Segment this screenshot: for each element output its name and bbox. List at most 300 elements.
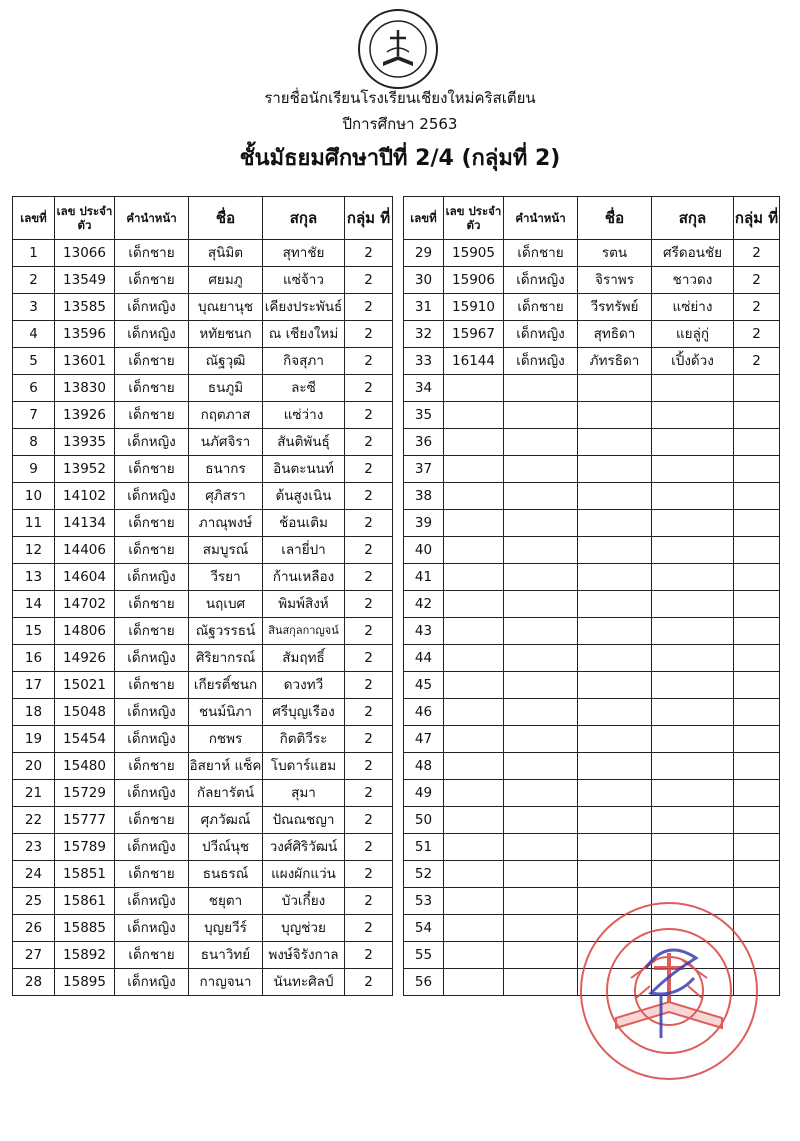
cell-prefix: [504, 402, 578, 429]
cell-id: 14702: [55, 591, 115, 618]
cell-no: 29: [404, 240, 444, 267]
cell-surname: แซ่ย่าง: [652, 294, 734, 321]
cell-id: [444, 645, 504, 672]
cell-prefix: [504, 618, 578, 645]
cell-id: [444, 780, 504, 807]
cell-prefix: [504, 456, 578, 483]
table-row: [404, 537, 780, 564]
cell-prefix: เด็กชาย: [115, 240, 189, 267]
cell-no: 26: [13, 915, 55, 942]
cell-name: ชนม์นิภา: [189, 699, 263, 726]
school-logo-icon: [357, 8, 439, 90]
cell-group: 2: [345, 510, 393, 537]
table-row: [13, 753, 393, 780]
col-group-header: กลุ่ม ที่: [345, 197, 393, 240]
cell-surname: ต้นสูงเนิน: [263, 483, 345, 510]
cell-surname: กิจสุภา: [263, 348, 345, 375]
table-row: [13, 483, 393, 510]
roster-table-right: [403, 196, 780, 996]
table-row: [13, 834, 393, 861]
cell-group: [734, 591, 780, 618]
cell-no: 34: [404, 375, 444, 402]
cell-name: [578, 645, 652, 672]
cell-no: 48: [404, 753, 444, 780]
table-row: [404, 321, 780, 348]
cell-prefix: เด็กชาย: [504, 294, 578, 321]
cell-group: 2: [345, 591, 393, 618]
cell-surname: ก้านเหลือง: [263, 564, 345, 591]
cell-group: 2: [345, 537, 393, 564]
cell-surname: พิมพ์สิงห์: [263, 591, 345, 618]
cell-name: [578, 456, 652, 483]
cell-id: 15895: [55, 969, 115, 996]
cell-no: 22: [13, 807, 55, 834]
cell-group: 2: [345, 483, 393, 510]
cell-no: 46: [404, 699, 444, 726]
cell-id: 15777: [55, 807, 115, 834]
cell-surname: [652, 618, 734, 645]
cell-surname: วงศ์ศิริวัฒน์: [263, 834, 345, 861]
table-row: [404, 402, 780, 429]
cell-name: ปวีณ์นุช: [189, 834, 263, 861]
cell-name: อิสยาห์ แซ็ค: [189, 753, 263, 780]
cell-prefix: เด็กชาย: [115, 591, 189, 618]
cell-prefix: เด็กหญิง: [115, 969, 189, 996]
col-surname-header: สกุล: [652, 197, 734, 240]
cell-no: 41: [404, 564, 444, 591]
cell-prefix: เด็กชาย: [115, 618, 189, 645]
cell-no: 47: [404, 726, 444, 753]
cell-name: ชยุตา: [189, 888, 263, 915]
cell-surname: แซ่จ้าว: [263, 267, 345, 294]
cell-id: [444, 888, 504, 915]
cell-id: 15729: [55, 780, 115, 807]
cell-no: 37: [404, 456, 444, 483]
cell-no: 38: [404, 483, 444, 510]
cell-name: [578, 537, 652, 564]
cell-no: 3: [13, 294, 55, 321]
cell-id: 15885: [55, 915, 115, 942]
cell-group: 2: [734, 267, 780, 294]
cell-id: [444, 591, 504, 618]
cell-group: 2: [734, 321, 780, 348]
cell-surname: ณ เชียงใหม่: [263, 321, 345, 348]
cell-prefix: เด็กหญิง: [115, 294, 189, 321]
table-row: [13, 267, 393, 294]
table-row: [404, 672, 780, 699]
cell-prefix: [504, 780, 578, 807]
cell-prefix: เด็กชาย: [115, 456, 189, 483]
cell-id: [444, 726, 504, 753]
cell-name: ศยมภู: [189, 267, 263, 294]
cell-name: กาญจนา: [189, 969, 263, 996]
cell-prefix: [504, 807, 578, 834]
cell-no: 9: [13, 456, 55, 483]
cell-no: 24: [13, 861, 55, 888]
cell-name: ศิริยากรณ์: [189, 645, 263, 672]
cell-surname: ละซี: [263, 375, 345, 402]
cell-group: 2: [345, 618, 393, 645]
cell-id: 16144: [444, 348, 504, 375]
table-row: [13, 591, 393, 618]
cell-surname: บัวเกี๋ยง: [263, 888, 345, 915]
cell-no: 55: [404, 942, 444, 969]
cell-group: 2: [345, 402, 393, 429]
cell-prefix: เด็กชาย: [115, 537, 189, 564]
cell-id: [444, 429, 504, 456]
cell-surname: [652, 645, 734, 672]
cell-id: 14806: [55, 618, 115, 645]
cell-name: [578, 861, 652, 888]
cell-group: 2: [345, 753, 393, 780]
cell-name: [578, 591, 652, 618]
cell-name: บุณยานุช: [189, 294, 263, 321]
cell-prefix: เด็กหญิง: [115, 429, 189, 456]
cell-group: 2: [345, 564, 393, 591]
cell-name: [578, 726, 652, 753]
cell-surname: [652, 753, 734, 780]
cell-id: 13926: [55, 402, 115, 429]
cell-name: [578, 672, 652, 699]
col-prefix-header: คำนำหน้า: [115, 197, 189, 240]
cell-group: [734, 375, 780, 402]
cell-group: [734, 510, 780, 537]
table-row: [13, 672, 393, 699]
cell-prefix: เด็กชาย: [504, 240, 578, 267]
cell-no: 45: [404, 672, 444, 699]
cell-id: 15789: [55, 834, 115, 861]
cell-surname: ปัณณชญา: [263, 807, 345, 834]
cell-surname: [652, 780, 734, 807]
cell-group: [734, 861, 780, 888]
cell-group: 2: [345, 375, 393, 402]
cell-id: 13935: [55, 429, 115, 456]
cell-name: สุทธิดา: [578, 321, 652, 348]
cell-group: 2: [345, 294, 393, 321]
cell-group: 2: [345, 240, 393, 267]
cell-id: [444, 402, 504, 429]
cell-no: 20: [13, 753, 55, 780]
cell-id: 15048: [55, 699, 115, 726]
cell-prefix: เด็กชาย: [115, 672, 189, 699]
cell-surname: [652, 834, 734, 861]
cell-prefix: เด็กหญิง: [504, 348, 578, 375]
cell-no: 49: [404, 780, 444, 807]
cell-id: 13585: [55, 294, 115, 321]
cell-no: 12: [13, 537, 55, 564]
table-row: [404, 807, 780, 834]
cell-group: [734, 429, 780, 456]
cell-no: 31: [404, 294, 444, 321]
table-row: [13, 618, 393, 645]
cell-name: ศุภิสรา: [189, 483, 263, 510]
cell-name: [578, 834, 652, 861]
cell-name: สุนิมิต: [189, 240, 263, 267]
cell-id: 15905: [444, 240, 504, 267]
cell-no: 13: [13, 564, 55, 591]
cell-prefix: [504, 969, 578, 996]
cell-no: 7: [13, 402, 55, 429]
col-surname-header: สกุล: [263, 197, 345, 240]
cell-no: 50: [404, 807, 444, 834]
cell-id: [444, 618, 504, 645]
cell-prefix: เด็กชาย: [115, 942, 189, 969]
cell-prefix: [504, 429, 578, 456]
table-row: [13, 429, 393, 456]
cell-name: [578, 402, 652, 429]
cell-prefix: เด็กหญิง: [504, 267, 578, 294]
cell-id: 15861: [55, 888, 115, 915]
cell-surname: เคียงประพันธ์: [263, 294, 345, 321]
cell-surname: [652, 375, 734, 402]
cell-name: จิราพร: [578, 267, 652, 294]
cell-prefix: เด็กชาย: [115, 402, 189, 429]
table-row: [13, 294, 393, 321]
cell-surname: ชาวดง: [652, 267, 734, 294]
cell-name: นฤเบศ: [189, 591, 263, 618]
cell-name: [578, 510, 652, 537]
cell-name: กชพร: [189, 726, 263, 753]
class-heading: ชั้นมัธยมศึกษาปีที่ 2/4 (กลุ่มที่ 2): [239, 146, 561, 171]
cell-surname: ดวงทวี: [263, 672, 345, 699]
cell-id: 13066: [55, 240, 115, 267]
cell-prefix: [504, 699, 578, 726]
cell-name: นภัศจิรา: [189, 429, 263, 456]
cell-id: [444, 456, 504, 483]
cell-group: [734, 726, 780, 753]
cell-surname: สัมฤทธิ์: [263, 645, 345, 672]
table-row: [13, 456, 393, 483]
cell-prefix: เด็กหญิง: [115, 726, 189, 753]
table-row: [13, 564, 393, 591]
cell-group: [734, 564, 780, 591]
cell-surname: พงษ์จิรังกาล: [263, 942, 345, 969]
cell-no: 6: [13, 375, 55, 402]
cell-no: 51: [404, 834, 444, 861]
cell-no: 54: [404, 915, 444, 942]
cell-name: [578, 807, 652, 834]
table-row: [404, 591, 780, 618]
cell-id: [444, 483, 504, 510]
cell-prefix: [504, 591, 578, 618]
cell-surname: [652, 564, 734, 591]
cell-prefix: เด็กชาย: [115, 348, 189, 375]
cell-no: 15: [13, 618, 55, 645]
cell-no: 21: [13, 780, 55, 807]
cell-no: 39: [404, 510, 444, 537]
cell-prefix: เด็กหญิง: [115, 699, 189, 726]
cell-name: ธนากร: [189, 456, 263, 483]
cell-no: 27: [13, 942, 55, 969]
cell-no: 52: [404, 861, 444, 888]
cell-surname: [652, 510, 734, 537]
cell-surname: แผงผักแว่น: [263, 861, 345, 888]
cell-no: 42: [404, 591, 444, 618]
cell-surname: นันทะศิลป์: [263, 969, 345, 996]
cell-prefix: [504, 834, 578, 861]
cell-group: [734, 834, 780, 861]
cell-surname: แยลู่กู่: [652, 321, 734, 348]
table-row: [13, 699, 393, 726]
cell-prefix: [504, 672, 578, 699]
cell-surname: สุมา: [263, 780, 345, 807]
table-row: [13, 888, 393, 915]
col-name-header: ชื่อ: [578, 197, 652, 240]
cell-group: 2: [345, 888, 393, 915]
cell-prefix: [504, 726, 578, 753]
cell-no: 16: [13, 645, 55, 672]
col-id-header: เลข ประจำตัว: [444, 197, 504, 240]
cell-id: 13952: [55, 456, 115, 483]
cell-no: 28: [13, 969, 55, 996]
cell-id: [444, 672, 504, 699]
cell-group: 2: [734, 240, 780, 267]
table-row: [13, 348, 393, 375]
list-title: รายชื่อนักเรียนโรงเรียนเชียงใหม่คริสเตียน: [264, 89, 536, 107]
cell-prefix: เด็กหญิง: [115, 780, 189, 807]
cell-no: 23: [13, 834, 55, 861]
cell-prefix: เด็กหญิง: [115, 564, 189, 591]
cell-group: 2: [345, 321, 393, 348]
table-row: [404, 429, 780, 456]
cell-group: 2: [345, 861, 393, 888]
academic-year: ปีการศึกษา 2563: [342, 115, 458, 133]
cell-no: 36: [404, 429, 444, 456]
cell-surname: [652, 861, 734, 888]
cell-surname: แซ่ว่าง: [263, 402, 345, 429]
cell-surname: อินตะนนท์: [263, 456, 345, 483]
table-row: [13, 402, 393, 429]
cell-group: 2: [345, 942, 393, 969]
table-row: [404, 510, 780, 537]
table-row: [404, 726, 780, 753]
col-no-header: เลขที่: [404, 197, 444, 240]
cell-id: [444, 375, 504, 402]
cell-prefix: เด็กชาย: [115, 861, 189, 888]
cell-group: 2: [345, 672, 393, 699]
cell-id: 14926: [55, 645, 115, 672]
cell-id: [444, 834, 504, 861]
cell-name: [578, 429, 652, 456]
cell-id: 14604: [55, 564, 115, 591]
table-row: [13, 510, 393, 537]
cell-surname: โบดาร์แฮม: [263, 753, 345, 780]
cell-id: 15021: [55, 672, 115, 699]
cell-group: 2: [345, 807, 393, 834]
cell-surname: เปิ้งด้วง: [652, 348, 734, 375]
cell-prefix: เด็กชาย: [115, 267, 189, 294]
cell-group: [734, 402, 780, 429]
cell-name: [578, 564, 652, 591]
table-row: [13, 780, 393, 807]
cell-surname: [652, 726, 734, 753]
cell-id: 13549: [55, 267, 115, 294]
cell-name: ศุภวัฒณ์: [189, 807, 263, 834]
table-row: [404, 780, 780, 807]
cell-name: ภาณุพงษ์: [189, 510, 263, 537]
cell-no: 53: [404, 888, 444, 915]
cell-no: 14: [13, 591, 55, 618]
table-row: [13, 807, 393, 834]
cell-no: 10: [13, 483, 55, 510]
cell-prefix: เด็กหญิง: [115, 645, 189, 672]
cell-surname: เลายี่ปา: [263, 537, 345, 564]
cell-id: 13830: [55, 375, 115, 402]
cell-id: [444, 861, 504, 888]
cell-group: 2: [734, 294, 780, 321]
cell-id: 14406: [55, 537, 115, 564]
cell-no: 25: [13, 888, 55, 915]
cell-id: 13596: [55, 321, 115, 348]
table-row: [404, 294, 780, 321]
cell-id: 13601: [55, 348, 115, 375]
roster-table-left: [12, 196, 393, 996]
table-row: [13, 726, 393, 753]
table-row: [13, 375, 393, 402]
table-row: [404, 267, 780, 294]
cell-group: 2: [345, 969, 393, 996]
table-row: [404, 618, 780, 645]
cell-name: [578, 483, 652, 510]
table-row: [13, 915, 393, 942]
cell-surname: สินสกุลกาญจน์: [263, 618, 345, 645]
cell-prefix: เด็กหญิง: [115, 834, 189, 861]
table-row: [404, 348, 780, 375]
table-header-row: [13, 197, 393, 240]
cell-no: 56: [404, 969, 444, 996]
cell-no: 44: [404, 645, 444, 672]
cell-group: 2: [345, 915, 393, 942]
cell-name: ณัฐวรรธน์: [189, 618, 263, 645]
table-row: [404, 834, 780, 861]
cell-id: 14102: [55, 483, 115, 510]
cell-surname: [652, 483, 734, 510]
cell-name: ธนาวิทย์: [189, 942, 263, 969]
cell-name: วีรทรัพย์: [578, 294, 652, 321]
cell-name: รตน: [578, 240, 652, 267]
cell-prefix: เด็กชาย: [115, 753, 189, 780]
cell-no: 35: [404, 402, 444, 429]
cell-no: 11: [13, 510, 55, 537]
table-row: [404, 699, 780, 726]
table-row: [13, 942, 393, 969]
cell-id: [444, 564, 504, 591]
cell-no: 30: [404, 267, 444, 294]
cell-group: [734, 618, 780, 645]
cell-id: [444, 969, 504, 996]
cell-no: 33: [404, 348, 444, 375]
table-row: [13, 537, 393, 564]
cell-surname: กิตติวีระ: [263, 726, 345, 753]
cell-surname: บุญช่วย: [263, 915, 345, 942]
cell-surname: [652, 429, 734, 456]
cell-id: 15906: [444, 267, 504, 294]
cell-group: [734, 483, 780, 510]
cell-group: 2: [345, 699, 393, 726]
col-id-header: เลข ประจำตัว: [55, 197, 115, 240]
cell-name: กฤตภาส: [189, 402, 263, 429]
cell-surname: [652, 672, 734, 699]
cell-prefix: [504, 753, 578, 780]
cell-no: 32: [404, 321, 444, 348]
col-name-header: ชื่อ: [189, 197, 263, 240]
cell-prefix: เด็กหญิง: [115, 915, 189, 942]
cell-name: กัลยารัตน์: [189, 780, 263, 807]
cell-prefix: เด็กชาย: [115, 375, 189, 402]
cell-id: 15454: [55, 726, 115, 753]
cell-no: 4: [13, 321, 55, 348]
cell-name: ธนภูมิ: [189, 375, 263, 402]
